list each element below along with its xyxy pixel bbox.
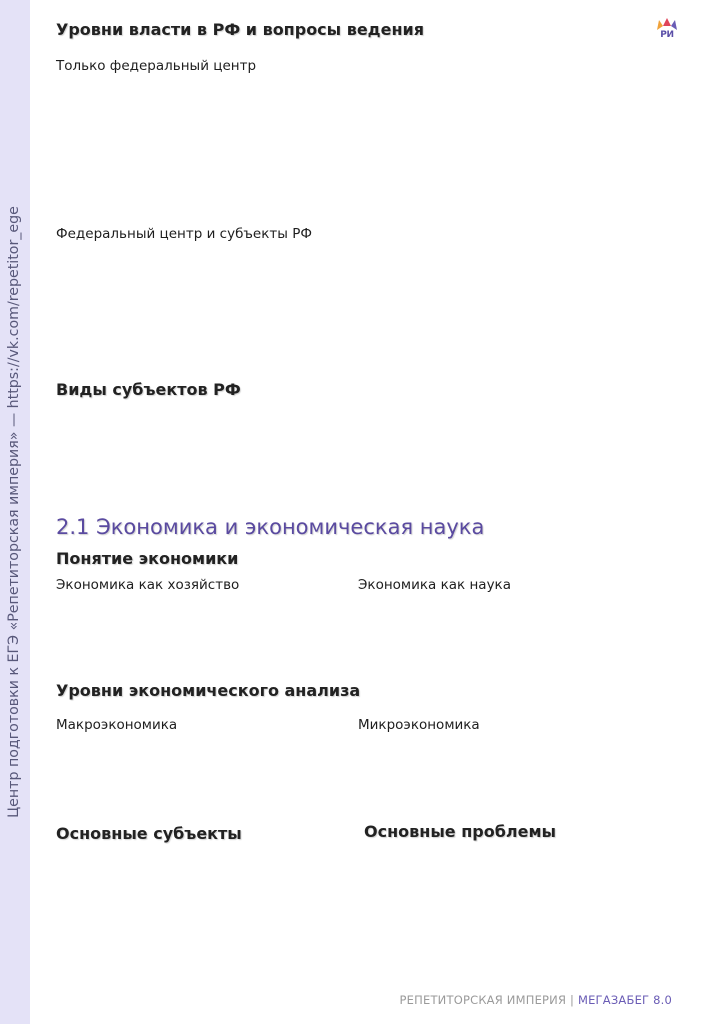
footer-separator: | xyxy=(570,993,575,1007)
text-federal-center-only: Только федеральный центр xyxy=(56,58,257,74)
text-microeconomics: Микроэкономика xyxy=(358,717,480,733)
heading-analysis-levels: Уровни экономического анализа xyxy=(56,681,361,700)
text-federal-center-and-subjects: Федеральный центр и субъекты РФ xyxy=(56,226,312,242)
section-title: 2.1 Экономика и экономическая наука xyxy=(56,515,485,539)
footer-right-text: МЕГАЗАБЕГ 8.0 xyxy=(577,993,672,1007)
footer xyxy=(400,993,672,1007)
sidebar-band xyxy=(0,0,30,1024)
heading-power-levels: Уровни власти в РФ и вопросы ведения xyxy=(56,20,424,39)
text-economy-as-household: Экономика как хозяйство xyxy=(56,577,240,593)
crown-icon xyxy=(654,17,680,31)
text-macroeconomics: Макроэкономика xyxy=(56,717,178,733)
text-economy-as-science: Экономика как наука xyxy=(358,577,511,593)
heading-subject-types: Виды субъектов РФ xyxy=(56,380,241,399)
heading-main-subjects: Основные субъекты xyxy=(56,824,242,843)
heading-main-problems: Основные проблемы xyxy=(364,822,556,841)
heading-economy-concept: Понятие экономики xyxy=(56,549,239,568)
logo xyxy=(654,16,680,44)
logo-text: РИ xyxy=(660,30,674,40)
footer-left-text: РЕПЕТИТОРСКАЯ ИМПЕРИЯ xyxy=(399,993,567,1007)
sidebar-vertical-text: Центр подготовки к ЕГЭ «Репетиторская империя» — https://vk.com/repetitor_ege xyxy=(6,206,22,818)
